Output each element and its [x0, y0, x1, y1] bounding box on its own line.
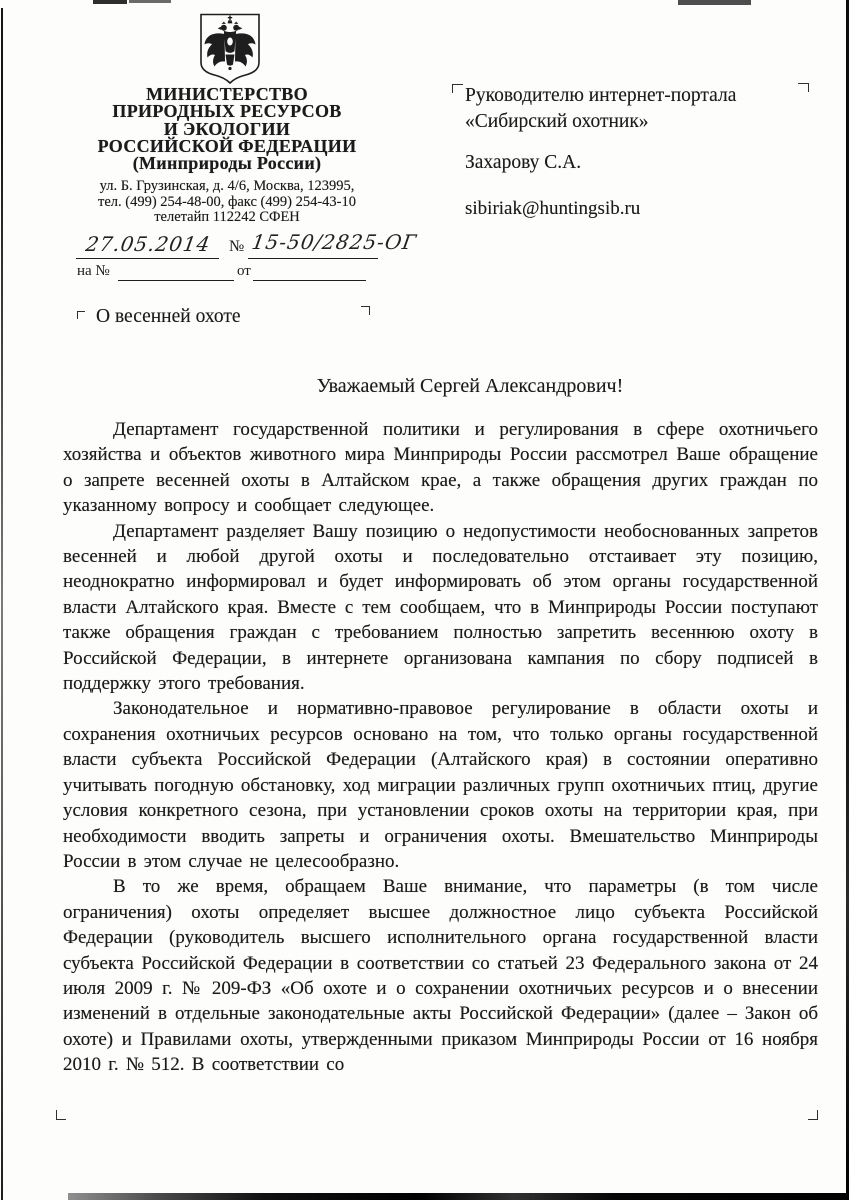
- body-paragraph: Департамент государственной политики и регулирования в сфере охотничьего хозяйства и объектов животного мира Минприроды России рассмотрел Ваше обращение о запрете весенней охоты в Алтайском крае, а также обращения других граждан по указанному вопросу и сообщает следующее.: [63, 419, 818, 517]
- ministry-name-line: ПРИРОДНЫХ РЕСУРСОВ: [112, 101, 342, 122]
- ref-number-label: на №: [77, 263, 110, 279]
- recipient-corner-mark-left: [452, 84, 463, 93]
- page-bottom-corner-mark-left: [56, 1110, 66, 1120]
- page-bottom-corner-mark-right: [808, 1110, 818, 1120]
- scan-artifact-top-dash: [93, 0, 127, 4]
- ref-date-blank: [253, 262, 366, 281]
- ministry-name-line: И ЭКОЛОГИИ: [163, 118, 291, 139]
- subject-corner-mark-right: [361, 306, 370, 315]
- ref-date-label: от: [237, 263, 251, 279]
- recipient-corner-mark-right: [798, 83, 809, 92]
- number-sign: №: [229, 238, 245, 255]
- recipient-person-name: Захарову С.А.: [465, 152, 582, 173]
- ref-number-blank: [118, 262, 234, 281]
- address-line: телетайп 112242 СФЕН: [154, 209, 300, 226]
- scan-artifact-left-edge: [1, 8, 3, 1200]
- recipient-email: sibiriak@huntingsib.ru: [465, 198, 641, 219]
- subject-corner-mark-left: [77, 311, 85, 319]
- letter-body: [63, 417, 818, 1078]
- salutation: Уважаемый Сергей Александрович!: [316, 375, 624, 397]
- subject-line: О весенней охоте: [96, 306, 241, 327]
- ministry-short-name: (Минприроды России): [132, 153, 322, 174]
- ministry-name-line: РОССИЙСКОЙ ФЕДЕРАЦИИ: [97, 135, 357, 156]
- body-paragraph: Законодательное и нормативно-правовое регулирование в области охоты и сохранения охотничьих ресурсов основано на том, что только органы государственной власти субъекта Российской Федерации (Алтайского края) в состоянии оперативно учитывать погодную обстановку, ход миграции различных групп охотничьих птиц, другие условия конкретного сезона, при установлении сроков охоты на территории края, при необходимости вводить запреты и ограничения охоты. Вмешательство Минприроды России в этом случае не целесообразно.: [63, 698, 818, 872]
- russia-coat-of-arms-icon: [197, 11, 263, 85]
- number-underline: [248, 240, 378, 259]
- ministry-name-block: [37, 86, 417, 172]
- body-paragraph: В то же время, обращаем Ваше внимание, что параметры (в том числе ограничения) охоты определяет высшее должностное лицо субъекта Российской Федерации (руководитель высшего исполнительного органа государственной власти субъекта Российской Федерации в соответствии со статьей 23 Федерального закона от 24 июля 2009 г. № 209-ФЗ «Об охоте и о сохранении охотничьих ресурсов и о внесении изменений в отдельные законодательные акты Российской Федерации» (далее – Закон об охоте) и Правилами охоты, утвержденными приказом Минприроды России от 16 ноября 2010 г. № 512. В соответствии со: [63, 876, 818, 1076]
- recipient-title-line: Руководителю интернет-портала: [465, 85, 737, 106]
- scan-artifact-bottom-strip: [68, 1193, 849, 1200]
- address-line: тел. (499) 254-48-00, факс (499) 254-43-10: [98, 193, 356, 210]
- date-underline: [76, 240, 219, 259]
- handwritten-date: 27.05.2014: [84, 232, 213, 256]
- recipient-portal-name: «Сибирский охотник»: [465, 111, 649, 132]
- scan-artifact-top-dash: [129, 0, 171, 3]
- ministry-name-line: МИНИСТЕРСТВО: [146, 84, 308, 104]
- handwritten-outgoing-number: 15-50/2825-ОГ: [250, 230, 419, 254]
- address-line: ул. Б. Грузинская, д. 4/6, Москва, 123995,: [99, 178, 355, 194]
- scan-artifact-right-edge: [846, 0, 849, 1200]
- body-paragraph: Департамент разделяет Вашу позицию о недопустимости необоснованных запретов весенней и любой другой охоты и последовательно отстаивает эту позицию, неоднократно информировал и будет информировать об этом органы государственной власти Алтайского края. Вместе с тем сообщаем, что в Минприроды России поступают также обращения граждан с требованием полностью запретить весеннюю охоту в Российской Федерации, в интернете организована кампания по сбору подписей в поддержку этого требования.: [63, 520, 818, 695]
- ministry-address-block: [37, 179, 417, 226]
- scan-artifact-top-strip: [678, 0, 751, 5]
